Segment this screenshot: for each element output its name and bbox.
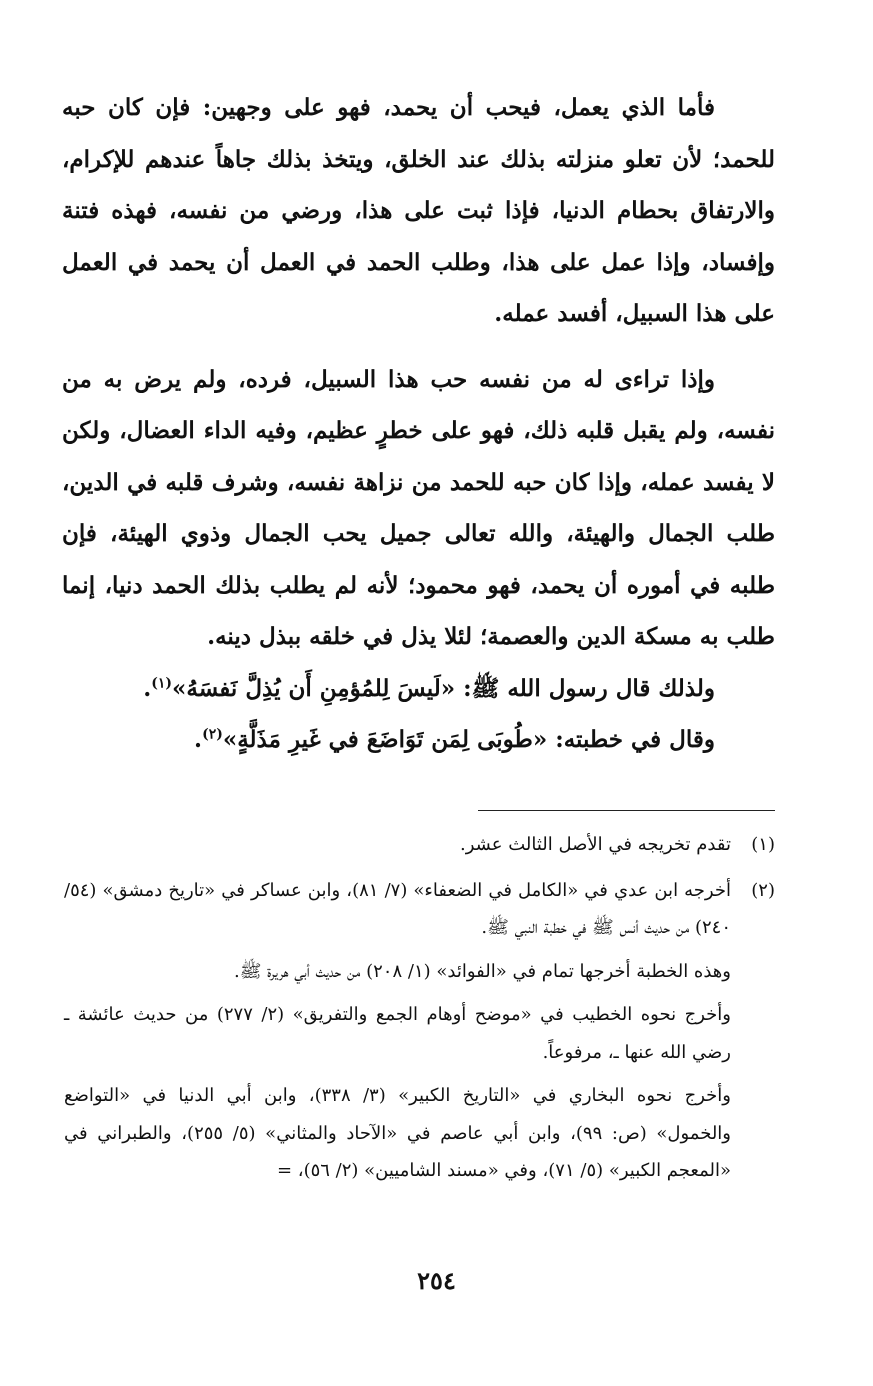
hadith-quote-1 — [62, 663, 775, 715]
footnote-ref-2[interactable]: (٢) — [202, 726, 223, 743]
footnote-2-line-2: وهذه الخطبة أخرجها تمام في «الفوائد» (١/ ٢٠٨) من حديث أبي هريرة ﷺ. — [234, 960, 731, 982]
paragraph-1: فأما الذي يعمل، فيحب أن يحمد، فهو على وجهين: فإن كان حبه للحمد؛ لأن تعلو منزلته بذلك عند الخلق، ويتخذ بذلك جاهاً عندهم للإكرام، والارتفاق بحطام الدنيا، فإذا ثبت على هذا، ورضي من نفسه، فهذه فتنة وإفساد، وإذا عمل على هذا، وطلب الحمد في العمل أن يحمد في العمل على هذا السبيل، أفسد عمله. — [62, 94, 775, 327]
footnote-1 — [64, 826, 775, 864]
footnote-1-number: (١) — [751, 834, 775, 855]
paragraph-2: وإذا تراءى له من نفسه حب هذا السبيل، فرده، ولم يرض به من نفسه، ولم يقبل قلبه ذلك، فهو على خطرٍ عظيم، وفيه الداء العضال، ولكن لا يفسد عمله، وإذا كان حبه للحمد من نزاهة نفسه، وشرف قلبه في الدين، طلب الجمال والهيئة، والله تعالى جميل يحب الجمال وذوي الهيئة، فإن طلبه في أموره أن يحمد، فهو محمود؛ لأنه لم يطلب بذلك الحمد دنيا، إنما طلب به مسكة الدين والعصمة؛ لئلا يذل في خلقه ببذل دينه. — [62, 365, 775, 650]
footnote-1-line: تقدم تخريجه في الأصل الثالث عشر. — [460, 834, 731, 855]
footnote-2-line-4: وأخرج نحوه البخاري في «التاريخ الكبير» (٣/ ٣٣٨)، وابن أبي الدنيا في «التواضع والخمول» (ص: ٩٩)، وابن أبي عاصم في «الآحاد والمثاني» (٥/ ٢٥٥)، والطبراني في «المعجم الكبير» (٥/ ٧١)، وفي «مسند الشاميين» (٢/ ٥٦)، = — [64, 1085, 732, 1181]
hadith-quote-2-text: وقال في خطبته: «طُوبَى لِمَن تَوَاضَعَ في غَيرِ مَذَلَّةٍ» — [222, 726, 715, 753]
footnote-2 — [64, 872, 775, 1190]
footnote-divider — [478, 810, 775, 811]
main-text — [62, 82, 775, 766]
page-number: ٢٥٤ — [417, 1266, 456, 1295]
footnote-2-number: (٢) — [751, 879, 775, 901]
footnote-2-line-3: وأخرج نحوه الخطيب في «موضح أوهام الجمع والتفريق» (٢/ ٢٧٧) من حديث عائشة ـ رضي الله عنها ـ، مرفوعاً. — [64, 1004, 731, 1063]
footnote-ref-1[interactable]: (١) — [151, 674, 173, 691]
footnotes — [64, 826, 775, 1190]
hadith-quote-2-end: . — [194, 726, 203, 753]
footnote-2-body — [64, 872, 731, 1190]
hadith-quote-2 — [62, 714, 775, 766]
hadith-quote-1-end: . — [143, 674, 152, 702]
footnote-1-body — [460, 826, 731, 864]
hadith-quote-1-text: ولذلك قال رسول الله ﷺ: «لَيسَ لِلمُؤمِنِ أَن يُذِلَّ نَفسَهُ» — [172, 674, 715, 702]
footnote-2-line-1: أخرجه ابن عدي في «الكامل في الضعفاء» (٧/ ٨١)، وابن عساكر في «تاريخ دمشق» (٥٤/ ٢٤٠) من حديث أنس ﷺ في خطبة النبي ﷺ. — [64, 879, 731, 938]
